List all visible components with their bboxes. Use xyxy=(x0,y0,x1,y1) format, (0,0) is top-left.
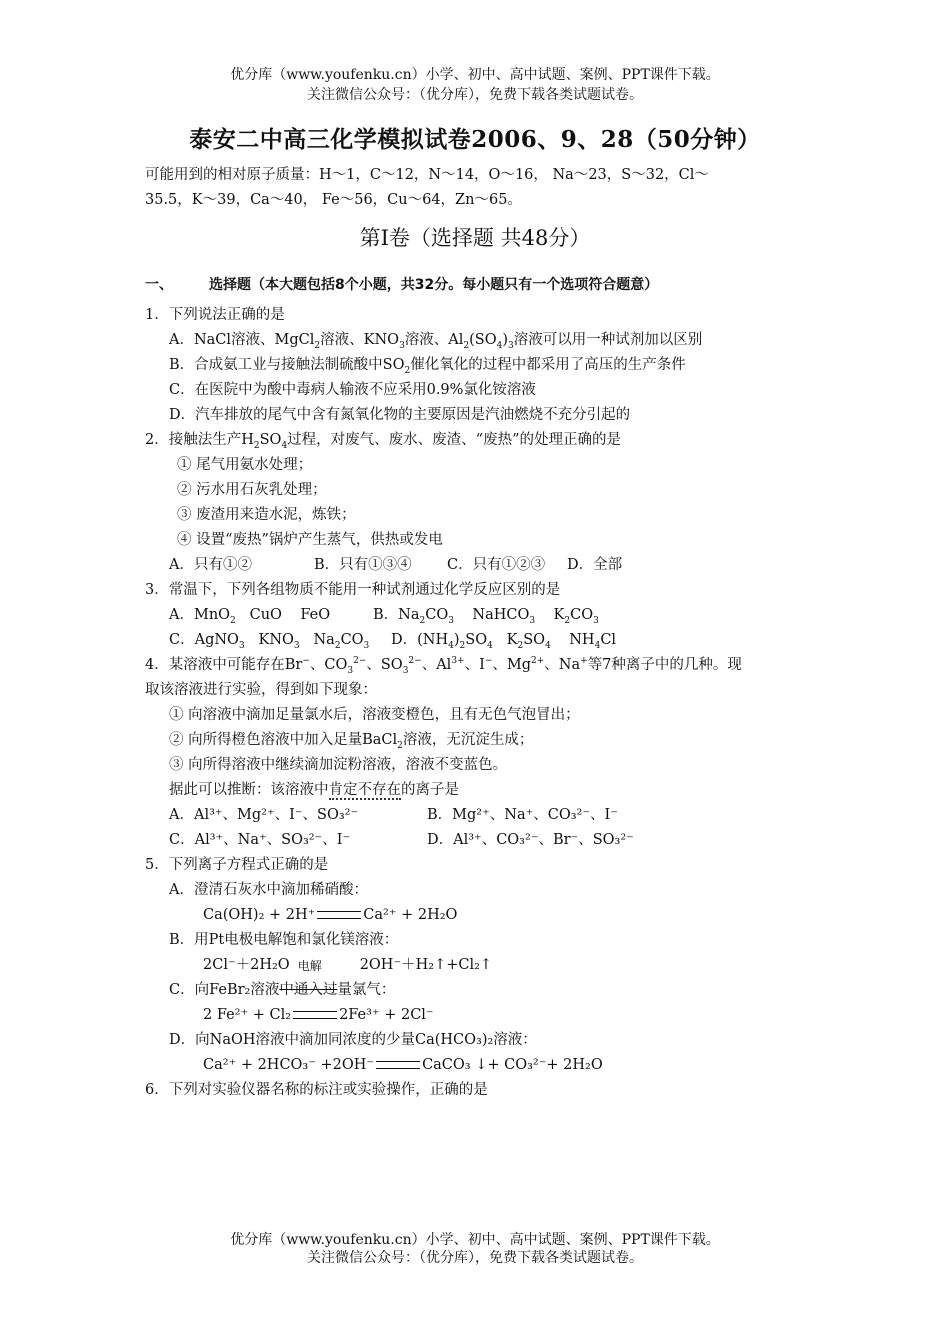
q2-option-d: D．全部 xyxy=(567,557,623,573)
part-title: 第Ⅰ卷（选择题 共48分） xyxy=(359,226,591,250)
q4-emphasis: 肯定不存在 xyxy=(328,782,401,798)
q3-option-d: D．$(NH_4)_2SO_4$ $K_2SO_4$ $NH_4Cl$ xyxy=(391,632,617,651)
q2-item-4: ④ 设置“废热”锅炉产生蒸气，供热或发电 xyxy=(177,532,443,548)
equals-sign xyxy=(293,1011,337,1019)
q5-option-c-label: C．向FeBr₂溶液中通入过量氯气： xyxy=(169,982,396,998)
q3-options-cd xyxy=(145,628,825,653)
q5-stem: 5．下列离子方程式正确的是 xyxy=(145,857,329,873)
q2-item-1: ① 尾气用氨水处理； xyxy=(177,457,313,473)
q4-observation-1: ① 向溶液中滴加足量氯水后，溶液变橙色，且有无色气泡冒出； xyxy=(169,707,580,723)
q2-option-c: C．只有①②③ xyxy=(447,557,546,573)
q1-option-a: A．NaCl溶液、MgCl$_2$溶液、$KNO_3$溶液、$Al_2(SO_4)_3$溶液可以用一种试剂加以区别 xyxy=(169,332,703,351)
exam-title: 泰安二中高三化学模拟试卷2006、9、28（50分钟） xyxy=(189,126,761,153)
q4-option-b: B．Mg²⁺、Na⁺、CO₃²⁻、I⁻ xyxy=(427,807,618,823)
section-text: 选择题（本大题包括8个小题，共32分。每小题只有一个选项符合题意） xyxy=(209,277,659,293)
q4-option-c: C．Al³⁺、Na⁺、SO₃²⁻、I⁻ xyxy=(169,832,351,848)
q4-option-a: A．Al³⁺、Mg²⁺、I⁻、SO₃²⁻ xyxy=(169,807,359,823)
equals-sign xyxy=(317,911,361,919)
q2-item-2: ② 污水用石灰乳处理； xyxy=(177,482,327,498)
q1-option-c: C．在医院中为酸中毒病人输液不应采用0.9%氯化铵溶液 xyxy=(169,382,536,398)
q2-option-a: A．只有①② xyxy=(169,557,252,573)
struck-text: 中通入过 xyxy=(279,982,338,998)
q4-option-d: D．Al³⁺、CO₃²⁻、Br⁻、SO₃²⁻ xyxy=(427,832,634,848)
q5-option-a-equation: Ca(OH)₂ + 2H⁺ Ca²⁺ + 2H₂O xyxy=(203,907,458,923)
questions xyxy=(145,303,825,1103)
q4-judgement: 据此可以推断：该溶液中肯定不存在的离子是 xyxy=(169,782,459,798)
header-line-1: 优分库（www.youfenku.cn）小学、初中、高中试题、案例、PPT课件下载。 xyxy=(230,67,720,83)
q3-option-a: A．MnO$_2$ CuO FeO xyxy=(169,607,331,626)
q5-option-b-equation: 2Cl⁻＋2H₂O 电解 2OH⁻＋H₂↑+Cl₂↑ xyxy=(203,957,493,973)
q2-stem: 2．接触法生产$H_2SO_4$过程，对废气、废水、废渣、“废热”的处理正确的是 xyxy=(145,432,621,451)
q5-option-c-equation: 2 Fe²⁺ + Cl₂ 2Fe³⁺ + 2Cl⁻ xyxy=(203,1007,434,1023)
q2-option-b: B．只有①③④ xyxy=(314,557,412,573)
q4-stem-line-2: 取该溶液进行实验，得到如下现象： xyxy=(145,682,377,698)
q1-option-b: B．合成氨工业与接触法制硫酸中$SO_2$催化氧化的过程中都采用了高压的生产条件 xyxy=(169,357,686,376)
q5-option-d-label: D．向NaOH溶液中滴加同浓度的少量Ca(HCO₃)₂溶液： xyxy=(169,1032,537,1048)
q3-option-b: B．$Na_2CO_3$ NaHCO$_3$ $K_2CO_3$ xyxy=(373,607,599,626)
q1-stem: 1．下列说法正确的是 xyxy=(145,307,285,323)
q2-options xyxy=(145,553,825,578)
q5-option-d-equation: Ca²⁺ + 2HCO₃⁻ +2OH⁻ CaCO₃ ↓+ CO₃²⁻+ 2H₂O xyxy=(203,1057,603,1073)
q3-option-c: C．AgNO$_3$ $KNO_3$ $Na_2CO_3$ xyxy=(169,632,370,651)
q3-stem: 3．常温下，下列各组物质不能用一种试剂通过化学反应区别的是 xyxy=(145,582,561,598)
atomic-masses-line-2: 35.5，K～39，Ca～40， Fe～56，Cu～64，Zn～65。 xyxy=(145,192,522,208)
section-heading xyxy=(145,274,658,294)
equals-sign xyxy=(376,1061,420,1069)
q4-stem-line-1: 4．某溶液中可能存在Br−、$CO_3^{2-}$、$SO_3^{2-}$、$Al^{3+}$、I−、$Mg^{2+}$、Na+等7种离子中的几种。现 xyxy=(145,656,742,676)
q3-options-ab xyxy=(145,603,825,628)
header-line-2: 关注微信公众号：（优分库），免费下载各类试题试卷。 xyxy=(307,87,643,103)
q5-option-b-label: B．用Pt电极电解饱和氯化镁溶液： xyxy=(169,932,399,948)
q1-option-d: D．汽车排放的尾气中含有氮氧化物的主要原因是汽油燃烧不充分引起的 xyxy=(169,407,631,423)
q4-options-cd xyxy=(145,828,825,853)
q2-item-3: ③ 废渣用来造水泥，炼铁； xyxy=(177,507,356,523)
q4-observation-2: ② 向所得橙色溶液中加入足量BaCl$_2$溶液，无沉淀生成； xyxy=(169,732,534,751)
q6-stem: 6．下列对实验仪器名称的标注或实验操作，正确的是 xyxy=(145,1082,488,1098)
q4-observation-3: ③ 向所得溶液中继续滴加淀粉溶液，溶液不变蓝色。 xyxy=(169,757,508,773)
footer-line-1: 优分库（www.youfenku.cn）小学、初中、高中试题、案例、PPT课件下载。 xyxy=(230,1232,720,1248)
q4-options-ab xyxy=(145,803,825,828)
section-number: 一、 xyxy=(145,277,173,293)
atomic-masses xyxy=(145,163,815,213)
footer-line-2: 关注微信公众号：（优分库），免费下载各类试题试卷。 xyxy=(307,1250,643,1266)
atomic-masses-line-1: 可能用到的相对原子质量：H～1，C～12，N～14，O～16， Na～23，S～32，Cl～ xyxy=(145,167,709,183)
q5-option-a-label: A．澄清石灰水中滴加稀硝酸： xyxy=(169,882,368,898)
